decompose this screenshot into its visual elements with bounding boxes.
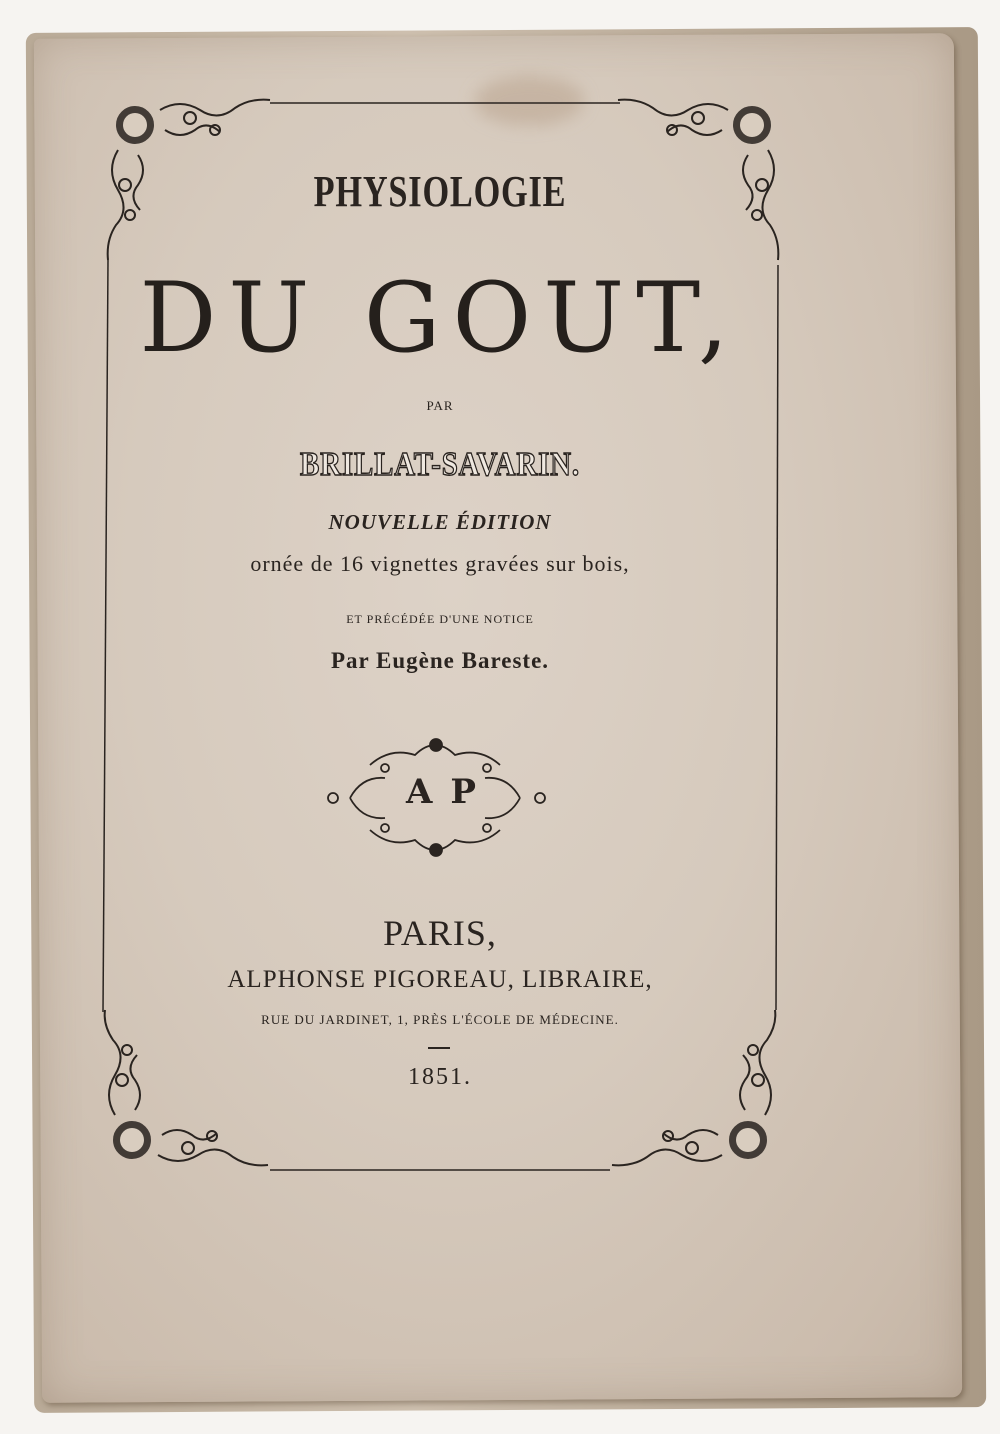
publication-city: PARIS, — [383, 913, 497, 953]
illustrations-note: ornée de 16 vignettes gravées sur bois, — [250, 551, 630, 576]
publication-year: 1851. — [408, 1064, 472, 1090]
title-line-1: PHYSIOLOGIE — [313, 167, 567, 216]
preceded-note: ET PRÉCÉDÉE D'UNE NOTICE — [346, 612, 534, 626]
notice-author: Par Eugène Bareste. — [330, 648, 550, 673]
separator-rule — [428, 1047, 450, 1049]
by-label: PAR — [426, 398, 454, 413]
frame-right-rule — [776, 265, 778, 1010]
publisher-name: ALPHONSE PIGOREAU, LIBRAIRE, — [227, 966, 653, 993]
publisher-address: RUE DU JARDINET, 1, PRÈS L'ÉCOLE DE MÉDECINE. — [261, 1012, 619, 1027]
edition-label: NOUVELLE ÉDITION — [328, 510, 552, 534]
publisher-monogram: AP — [406, 772, 494, 812]
title-line-2: DU GOUT, — [139, 262, 741, 374]
author-name: BRILLAT-SAVARIN. — [300, 446, 580, 483]
